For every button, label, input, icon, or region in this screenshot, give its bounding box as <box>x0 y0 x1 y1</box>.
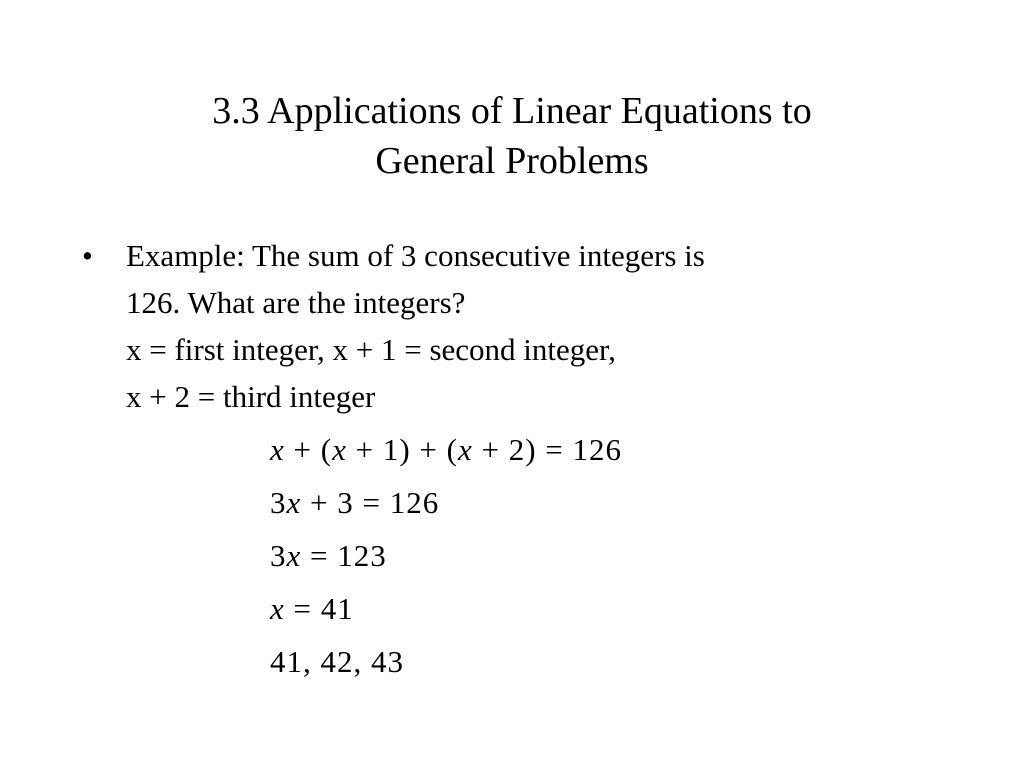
bullet-icon: • <box>82 238 93 273</box>
equation-2: 3x + 3 = 126 <box>270 485 440 520</box>
equation-5: 41, 42, 43 <box>270 644 404 679</box>
bullet-line-2: 126. What are the integers? <box>126 285 466 320</box>
equation-1: x + (x + 1) + (x + 2) = 126 <box>270 432 623 467</box>
bullet-line-3: x = first integer, x + 1 = second integer, <box>126 332 616 367</box>
title-line-1: 3.3 Applications of Linear Equations to <box>212 90 812 132</box>
bullet-line-4: x + 2 = third integer <box>126 379 376 414</box>
equation-4: x = 41 <box>270 591 354 626</box>
bullet-text <box>126 232 956 420</box>
slide-title <box>60 86 964 186</box>
title-line-2: General Problems <box>375 140 649 182</box>
equation-3: 3x = 123 <box>270 538 387 573</box>
bullet-line-1: Example: The sum of 3 consecutive integers is <box>126 238 705 273</box>
